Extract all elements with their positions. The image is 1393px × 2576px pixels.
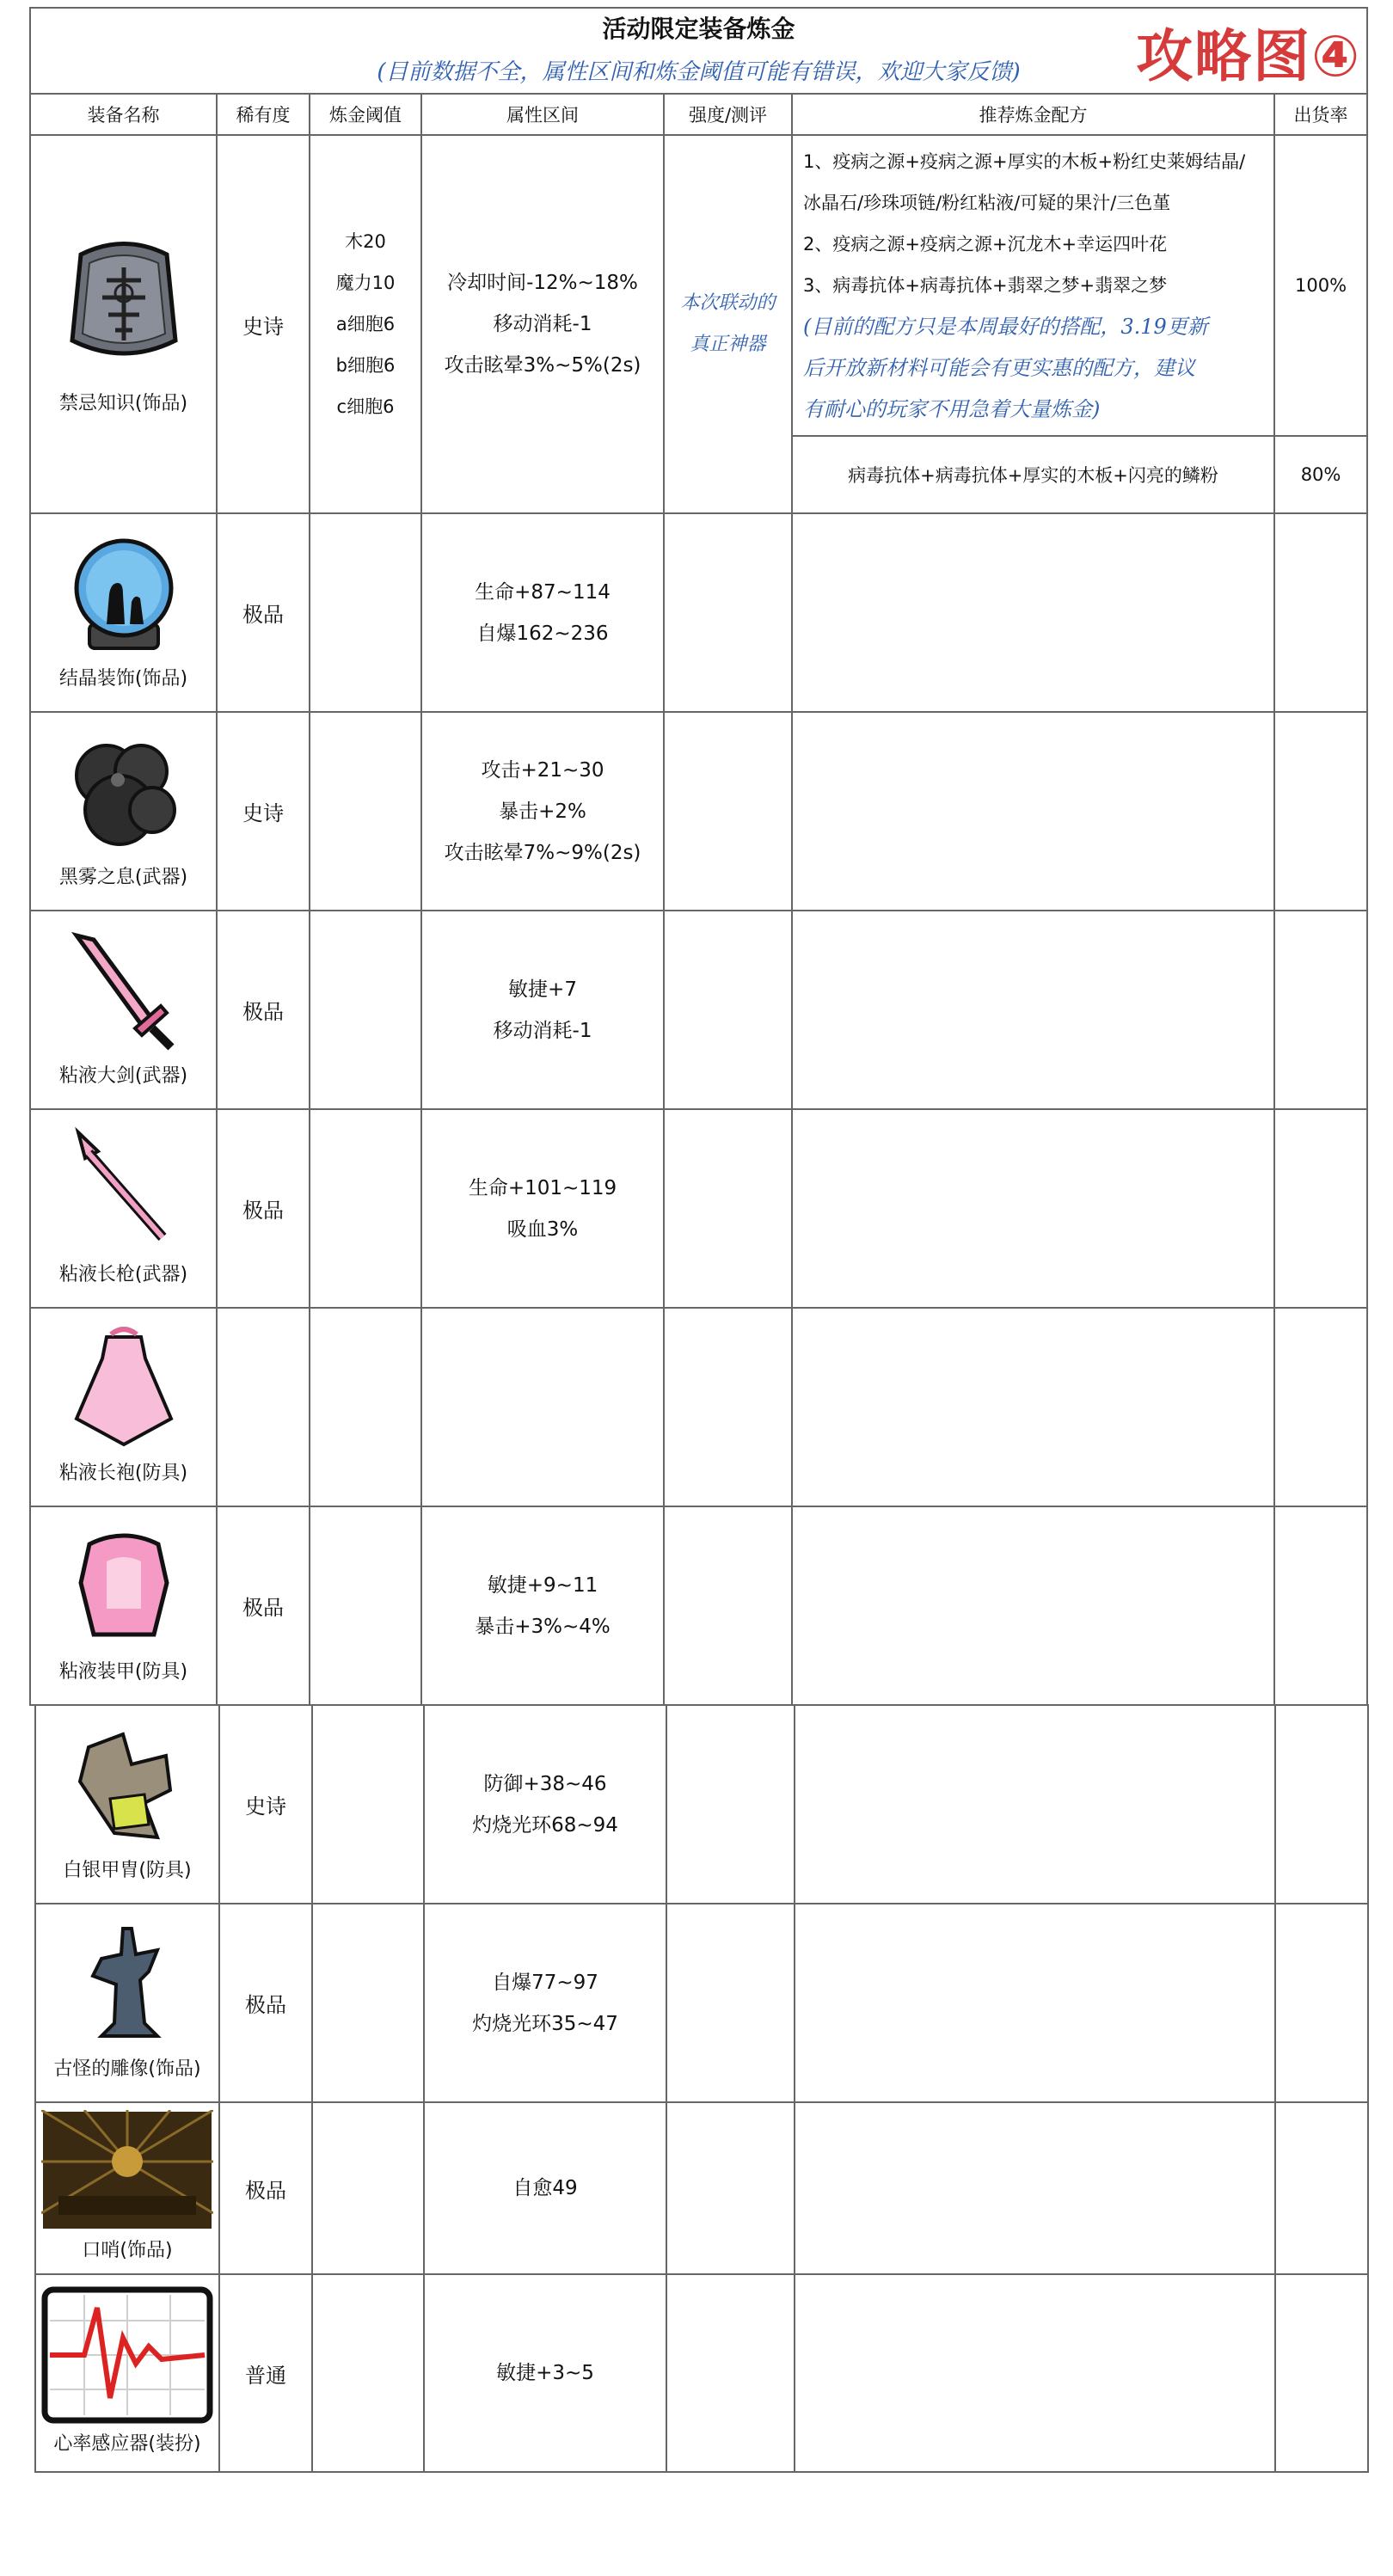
recipe [792, 1308, 1274, 1506]
drop-rate [1274, 1506, 1367, 1705]
slime-spear-icon [59, 1125, 188, 1254]
recipe-line: 1、疫病之源+疫病之源+厚实的木板+粉红史莱姆结晶/ [803, 151, 1246, 172]
item-name: 粘液大剑(武器) [58, 1065, 188, 1087]
recipe [795, 1705, 1275, 1904]
header-recipe: 推荐炼金配方 [792, 94, 1274, 135]
stats [421, 135, 664, 513]
equipment-table [29, 7, 1368, 1706]
rarity: 极品 [217, 911, 310, 1109]
item-name: 粘液长枪(武器) [58, 1264, 188, 1285]
drop-rate [1275, 1904, 1368, 2102]
recipe [795, 2274, 1275, 2472]
table-row [30, 911, 1367, 1109]
recipe-alt: 病毒抗体+病毒抗体+厚实的木板+闪亮的鳞粉 [792, 436, 1274, 513]
evaluation [664, 712, 792, 911]
rarity: 极品 [217, 1506, 310, 1705]
threshold [312, 1705, 424, 1904]
drop-rate [1275, 2274, 1368, 2472]
recipe-line: 2、疫病之源+疫病之源+沉龙木+幸运四叶花 [803, 234, 1168, 255]
stat-line: 移动消耗-1 [493, 313, 592, 335]
stats [421, 1308, 664, 1506]
crystal-ornament-icon [59, 530, 188, 659]
stat-line: 暴击+2% [499, 800, 586, 823]
silver-armor-icon [63, 1721, 192, 1850]
rarity [217, 1308, 310, 1506]
stat-line: 防御+38~46 [483, 1772, 607, 1795]
rarity: 极品 [219, 1904, 312, 2102]
header-eval: 强度/测评 [664, 94, 792, 135]
threshold [312, 2102, 424, 2274]
header-rate: 出货率 [1274, 94, 1367, 135]
table-row [30, 135, 1367, 436]
threshold-line: a细胞6 [335, 314, 396, 334]
evaluation [664, 1506, 792, 1705]
stat-line: 冷却时间-12%~18% [447, 272, 638, 294]
threshold-line: 木20 [345, 231, 386, 252]
stats [421, 513, 664, 712]
stat-line: 移动消耗-1 [493, 1019, 592, 1042]
header-rarity: 稀有度 [217, 94, 310, 135]
stats [421, 1109, 664, 1308]
stat-line: 攻击眩晕3%~5%(2s) [444, 354, 641, 377]
evaluation [664, 513, 792, 712]
threshold [312, 1904, 424, 2102]
rarity: 普通 [219, 2274, 312, 2472]
stats [421, 1506, 664, 1705]
item-name: 心率感应器(装扮) [53, 2432, 201, 2455]
item-cell [35, 1705, 219, 1904]
eval-line: 本次联动的 [680, 292, 776, 314]
threshold [310, 513, 421, 712]
item-name: 白银甲胄(防具) [63, 1860, 192, 1881]
rarity: 史诗 [217, 712, 310, 911]
item-cell [30, 135, 217, 513]
recipe [792, 135, 1274, 436]
slime-armor-icon [59, 1523, 188, 1652]
rarity: 极品 [217, 1109, 310, 1308]
item-cell [30, 1308, 217, 1506]
item-name: 古怪的雕像(饰品) [53, 2058, 201, 2080]
table-row [30, 513, 1367, 712]
stat-line: 敏捷+3~5 [496, 2362, 594, 2384]
slime-robe-icon [59, 1324, 188, 1453]
threshold-line: 魔力10 [335, 273, 396, 293]
page-title: 活动限定装备炼金 [30, 8, 1367, 46]
equipment-table-continued [34, 1704, 1369, 2473]
threshold [310, 1506, 421, 1705]
evaluation [666, 2102, 795, 2274]
stat-line: 自爆162~236 [476, 622, 609, 645]
item-name: 结晶装饰(饰品) [58, 668, 188, 690]
stats [424, 1904, 666, 2102]
drop-rate: 100% [1274, 135, 1367, 436]
table-row [35, 1904, 1368, 2102]
evaluation [664, 911, 792, 1109]
stat-line: 暴击+3%~4% [475, 1615, 611, 1638]
eval-line: 真正神器 [690, 334, 766, 355]
recipe [792, 1109, 1274, 1308]
item-name: 口哨(饰品) [82, 2239, 173, 2261]
rarity: 史诗 [219, 1705, 312, 1904]
item-cell [30, 911, 217, 1109]
evaluation [666, 2274, 795, 2472]
stat-line: 生命+87~114 [475, 580, 611, 604]
stat-line: 灼烧光环68~94 [472, 1813, 618, 1837]
rarity: 极品 [217, 513, 310, 712]
recipe-line: 冰晶石/珍珠项链/粉红粘液/可疑的果汁/三色堇 [803, 193, 1171, 213]
item-name: 粘液装甲(防具) [58, 1661, 188, 1683]
black-fog-icon [59, 728, 188, 857]
header-stats: 属性区间 [421, 94, 664, 135]
recipe-note: (目前的配方只是本周最好的搭配，3.19更新 [803, 315, 1208, 339]
subtitle: (目前数据不全，属性区间和炼金阈值可能有错误，欢迎大家反馈) [377, 58, 1021, 85]
threshold [310, 1308, 421, 1506]
header-threshold: 炼金阈值 [310, 94, 421, 135]
table-row [30, 1308, 1367, 1506]
stats [421, 911, 664, 1109]
drop-rate: 80% [1274, 436, 1367, 513]
item-name: 黑雾之息(武器) [58, 867, 188, 888]
drop-rate [1274, 911, 1367, 1109]
drop-rate [1274, 1109, 1367, 1308]
drop-rate [1275, 1705, 1368, 1904]
forbidden-tome-icon [55, 229, 193, 383]
item-cell [30, 513, 217, 712]
strange-statue-icon [63, 1920, 192, 2049]
stats [424, 1705, 666, 1904]
recipe-note: 有耐心的玩家不用急着大量炼金) [803, 397, 1101, 421]
drop-rate [1274, 513, 1367, 712]
table-row [35, 2274, 1368, 2472]
slime-sword-icon [59, 927, 188, 1056]
table-row [35, 2102, 1368, 2274]
evaluation [664, 1308, 792, 1506]
stat-line: 自愈49 [512, 2177, 578, 2199]
drop-rate [1274, 712, 1367, 911]
item-cell [30, 1506, 217, 1705]
header-name: 装备名称 [30, 94, 217, 135]
threshold [310, 712, 421, 911]
recipe [792, 911, 1274, 1109]
stat-line: 生命+101~119 [468, 1176, 617, 1199]
guide-badge: 攻略图④ [1136, 23, 1362, 89]
threshold [310, 1109, 421, 1308]
stat-line: 攻击+21~30 [481, 758, 604, 782]
stats [424, 2274, 666, 2472]
recipe [795, 1904, 1275, 2102]
recipe-note: 后开放新材料可能会有更实惠的配方，建议 [803, 356, 1195, 380]
item-cell [35, 2274, 219, 2472]
threshold-line: c细胞6 [336, 396, 395, 417]
drop-rate [1274, 1308, 1367, 1506]
stat-line: 吸血3% [506, 1217, 579, 1241]
drop-rate [1275, 2102, 1368, 2274]
table-row [30, 712, 1367, 911]
header-row [30, 94, 1367, 135]
recipe-line: 3、病毒抗体+病毒抗体+翡翠之梦+翡翠之梦 [803, 275, 1168, 296]
evaluation [664, 1109, 792, 1308]
table-row [35, 1705, 1368, 1904]
stat-line: 敏捷+9~11 [487, 1573, 598, 1597]
threshold [310, 911, 421, 1109]
item-cell [30, 712, 217, 911]
stat-line: 灼烧光环35~47 [472, 2012, 618, 2035]
rarity: 史诗 [217, 135, 310, 513]
threshold [312, 2274, 424, 2472]
heart-rate-monitor-icon [41, 2286, 213, 2424]
stats [424, 2102, 666, 2274]
recipe [795, 2102, 1275, 2274]
evaluation [666, 1904, 795, 2102]
evaluation [666, 1705, 795, 1904]
stat-line: 自爆77~97 [492, 1971, 598, 1994]
threshold [310, 135, 421, 513]
item-cell [35, 1904, 219, 2102]
threshold-line: b细胞6 [335, 355, 396, 376]
item-cell [30, 1109, 217, 1308]
stats [421, 712, 664, 911]
stat-line: 攻击眩晕7%~9%(2s) [444, 841, 641, 864]
whistle-icon [41, 2110, 213, 2230]
evaluation [664, 135, 792, 513]
recipe [792, 513, 1274, 712]
table-row [30, 1109, 1367, 1308]
item-name: 禁忌知识(饰品) [58, 392, 188, 414]
recipe [792, 1506, 1274, 1705]
table-row [30, 1506, 1367, 1705]
stat-line: 敏捷+7 [508, 978, 577, 1001]
item-cell [35, 2102, 219, 2274]
item-name: 粘液长袍(防具) [58, 1463, 188, 1484]
recipe [792, 712, 1274, 911]
rarity: 极品 [219, 2102, 312, 2274]
